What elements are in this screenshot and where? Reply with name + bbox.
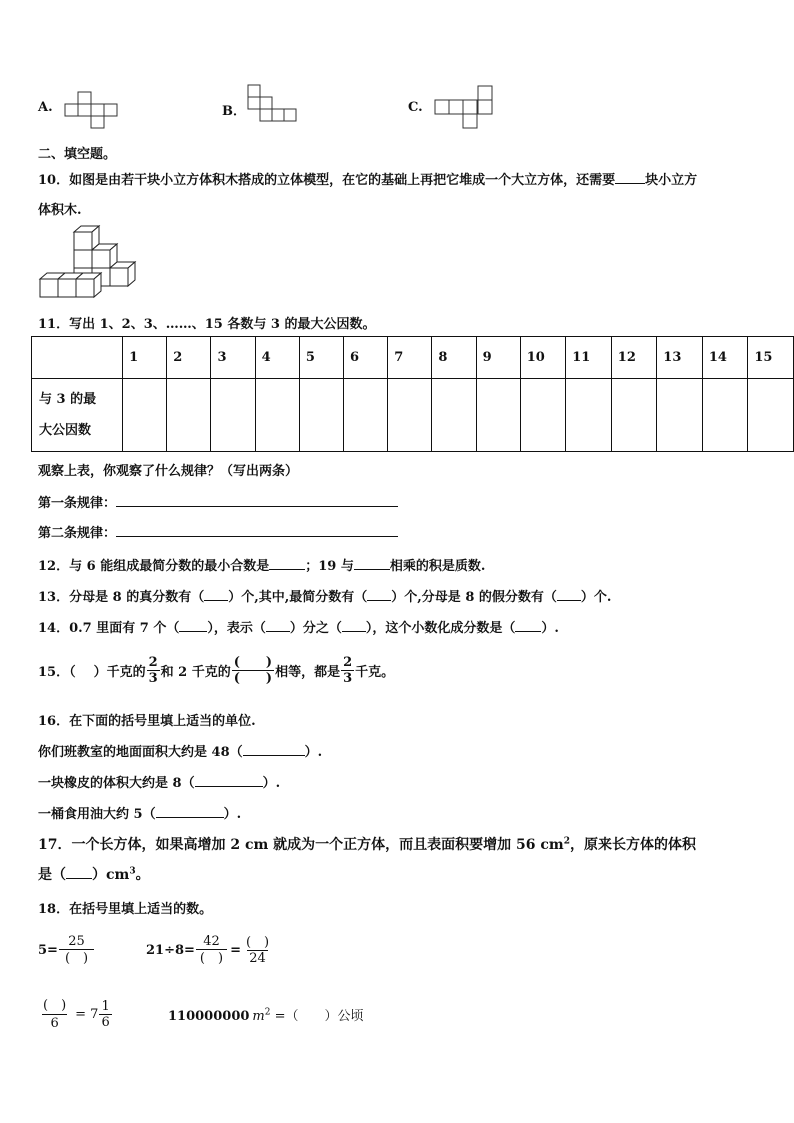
table-header-row <box>32 337 794 379</box>
q14-text-c: ）分之（ <box>289 621 342 636</box>
q14-blank-4[interactable] <box>515 631 541 632</box>
q10-line2: 体积木. <box>38 203 82 218</box>
q17-line2 <box>38 864 150 884</box>
q14-text-d: ），这个小数化成分数是（ <box>365 621 516 636</box>
option-a-label: A. <box>38 100 53 115</box>
q10-line1 <box>38 169 697 188</box>
q14-blank-2[interactable] <box>266 631 290 632</box>
cube-model-figure <box>38 222 140 304</box>
expr2-fraction-1 <box>196 935 227 965</box>
answer-cell[interactable] <box>255 379 299 452</box>
q12-text-a: 12．与 6 能组成最简分数的最小合数是 <box>38 559 270 574</box>
table-header-cell: 5 <box>299 337 343 379</box>
expr4-text: =（ ）公顷 <box>270 1009 364 1024</box>
answer-cell[interactable] <box>344 379 388 452</box>
q11-rule1 <box>38 492 398 511</box>
table-header-cell: 14 <box>702 337 748 379</box>
rule1-answer-line[interactable] <box>116 506 398 507</box>
fraction-blank[interactable] <box>232 656 274 685</box>
fraction-numerator-blank[interactable]: ( ) <box>233 654 273 670</box>
table-header-cell: 6 <box>344 337 388 379</box>
q14-text-a: 14．0.7 里面有 7 个（ <box>38 621 180 636</box>
q12-text-b: ；19 与 <box>305 559 354 574</box>
fraction-denominator-blank[interactable]: ( ) <box>196 949 227 965</box>
expr3-fraction <box>39 999 70 1030</box>
answer-cell[interactable] <box>748 379 794 452</box>
cube-net-c-figure <box>433 86 493 130</box>
q14-blank-3[interactable] <box>342 631 366 632</box>
q17-line1 <box>38 834 696 854</box>
q15-text-e: 千克。 <box>355 664 395 680</box>
fraction-denominator-blank[interactable]: ( ) <box>59 949 94 965</box>
q16-line3 <box>38 803 241 822</box>
table-header-cell: 11 <box>566 337 612 379</box>
q16-l2-text: 一块橡皮的体积大约是 8（ <box>38 776 195 791</box>
q13-text-d: ）个. <box>580 590 612 605</box>
option-b-label: B． <box>222 104 246 119</box>
fraction-denominator: 3 <box>343 670 353 686</box>
q15-text-a: 15．（ <box>38 664 76 680</box>
q15-text-c: 和 2 千克的 <box>160 664 231 680</box>
table-corner-cell <box>32 337 123 379</box>
q13-blank-3[interactable] <box>557 600 581 601</box>
answer-cell[interactable] <box>123 379 167 452</box>
fraction-numerator-blank[interactable]: ( ) <box>43 997 67 1013</box>
q13-blank-1[interactable] <box>204 600 228 601</box>
fraction-numerator: 25 <box>68 934 85 949</box>
table-header-cell: 3 <box>211 337 255 379</box>
answer-cell[interactable] <box>299 379 343 452</box>
expr3-equals: = 7 <box>75 1006 99 1022</box>
expr4-unit: m <box>252 1009 265 1024</box>
table-header-cell: 8 <box>432 337 476 379</box>
table-header-cell: 4 <box>255 337 299 379</box>
q10-answer-blank[interactable] <box>615 183 645 184</box>
q16-prompt: 16．在下面的括号里填上适当的单位. <box>38 714 256 729</box>
answer-cell[interactable] <box>167 379 211 452</box>
table-header-cell: 10 <box>520 337 566 379</box>
q16-l2-end: ）. <box>262 776 281 791</box>
cube-net-b-figure <box>247 85 299 125</box>
q16-l1-text: 你们班教室的地面面积大约是 48（ <box>38 745 243 760</box>
q17-text-d: ）cm <box>92 867 130 883</box>
fraction-denominator: 6 <box>101 1014 110 1030</box>
q15-text-d: 相等，都是 <box>275 664 341 680</box>
row-label-line1: 与 3 的最 <box>39 392 97 407</box>
answer-cell[interactable] <box>657 379 703 452</box>
answer-cell[interactable] <box>211 379 255 452</box>
q17-sup: 2 <box>563 836 571 847</box>
q10-text-end: 块小立方 <box>645 173 698 188</box>
q13-line <box>38 586 611 605</box>
answer-cell[interactable] <box>566 379 612 452</box>
q18-expr1 <box>38 930 95 970</box>
option-c-label: C. <box>408 100 423 115</box>
row-label-line2: 大公因数 <box>39 423 92 438</box>
q14-line <box>38 617 559 636</box>
q17-text-e: 。 <box>135 867 150 883</box>
fraction-2-3-second <box>341 656 354 685</box>
fraction-2-3 <box>147 656 160 685</box>
q16-blank-3[interactable] <box>156 817 224 818</box>
fraction-numerator: 2 <box>148 654 158 670</box>
fraction-numerator: 42 <box>203 934 220 949</box>
q18-expr3 <box>38 992 113 1036</box>
q17-blank[interactable] <box>66 878 92 879</box>
q16-blank-2[interactable] <box>195 786 263 787</box>
answer-cell[interactable] <box>611 379 657 452</box>
q10-text: 10．如图是由若干块小立方体积木搭成的立体模型，在它的基础上再把它堆成一个大立方体，还需要 <box>38 173 616 188</box>
table-header-cell: 2 <box>167 337 211 379</box>
rule2-answer-line[interactable] <box>116 536 398 537</box>
q18-expr4 <box>168 1005 364 1024</box>
q12-text-c: 相乘的积是质数. <box>389 559 486 574</box>
expr2-left: 21÷8= <box>146 942 195 958</box>
q17-sup-2: 3 <box>129 866 136 877</box>
expr2-equals: = <box>230 942 241 958</box>
q16-l3-text: 一桶食用油大约 5（ <box>38 807 156 822</box>
q13-text-b: ）个,其中,最简分数有（ <box>228 590 368 605</box>
q16-l1-end: ）. <box>304 745 323 760</box>
q13-text-c: ）个,分母是 8 的假分数有（ <box>391 590 557 605</box>
fraction-denominator-blank[interactable]: ( ) <box>233 670 273 686</box>
q15-text-b: ）千克的 <box>93 664 146 680</box>
cube-net-a-figure <box>64 92 118 130</box>
q16-line2 <box>38 772 280 791</box>
expr4-sup: 2 <box>264 1007 271 1018</box>
table-header-cell: 15 <box>748 337 794 379</box>
q16-line1 <box>38 741 322 760</box>
expr4-number: 110000000 <box>168 1009 250 1024</box>
answer-cell[interactable] <box>432 379 476 452</box>
answer-cell[interactable] <box>520 379 566 452</box>
q17-text-c: 是（ <box>38 867 66 883</box>
fraction-denominator: 24 <box>249 950 266 966</box>
q17-text-a: 17．一个长方体，如果高增加 2 cm 就成为一个正方体，而且表面积要增加 56 cm <box>38 837 564 853</box>
table-row-label <box>32 379 123 452</box>
q16-blank-1[interactable] <box>243 755 305 756</box>
fraction-denominator: 6 <box>42 1014 66 1030</box>
rule2-label: 第二条规律： <box>38 526 117 541</box>
q18-expr2 <box>146 930 272 970</box>
q15-line <box>38 650 394 690</box>
expr1-left: 5= <box>38 942 58 958</box>
section-title: 二、填空题。 <box>38 147 117 162</box>
q14-text-b: ），表示（ <box>207 621 266 636</box>
answer-cell[interactable] <box>388 379 432 452</box>
q12-line <box>38 555 485 574</box>
q11-prompt: 11．写出 1、2、3、……、15 各数与 3 的最大公因数。 <box>38 317 376 332</box>
expr3-mixed-fraction <box>99 1000 111 1029</box>
q13-blank-2[interactable] <box>367 600 391 601</box>
q14-blank-1[interactable] <box>179 631 207 632</box>
q11-observe: 观察上表，你观察了什么规律？（写出两条） <box>38 464 299 479</box>
answer-cell[interactable] <box>476 379 520 452</box>
table-header-cell: 9 <box>476 337 520 379</box>
fraction-denominator: 3 <box>148 670 158 686</box>
table-value-row <box>32 379 794 452</box>
q13-text-a: 13．分母是 8 的真分数有（ <box>38 590 205 605</box>
fraction-numerator: 2 <box>343 654 353 670</box>
table-header-cell: 13 <box>657 337 703 379</box>
rule1-label: 第一条规律： <box>38 496 117 511</box>
table-header-cell: 7 <box>388 337 432 379</box>
fraction-numerator: 1 <box>101 998 110 1014</box>
q11-rule2 <box>38 522 398 541</box>
fraction-numerator-blank[interactable]: ( ) <box>245 934 270 950</box>
q17-text-b: ，原来长方体的体积 <box>570 837 697 853</box>
table-header-cell: 1 <box>123 337 167 379</box>
expr2-fraction-2 <box>244 936 271 965</box>
gcd-table <box>31 336 794 452</box>
q18-prompt: 18．在括号里填上适当的数。 <box>38 902 213 917</box>
answer-cell[interactable] <box>702 379 748 452</box>
q12-blank-1[interactable] <box>269 569 305 570</box>
expr1-fraction <box>59 935 94 965</box>
q16-l3-end: ）. <box>223 807 242 822</box>
q14-text-e: ）. <box>541 621 559 636</box>
q12-blank-2[interactable] <box>354 569 390 570</box>
table-header-cell: 12 <box>611 337 657 379</box>
